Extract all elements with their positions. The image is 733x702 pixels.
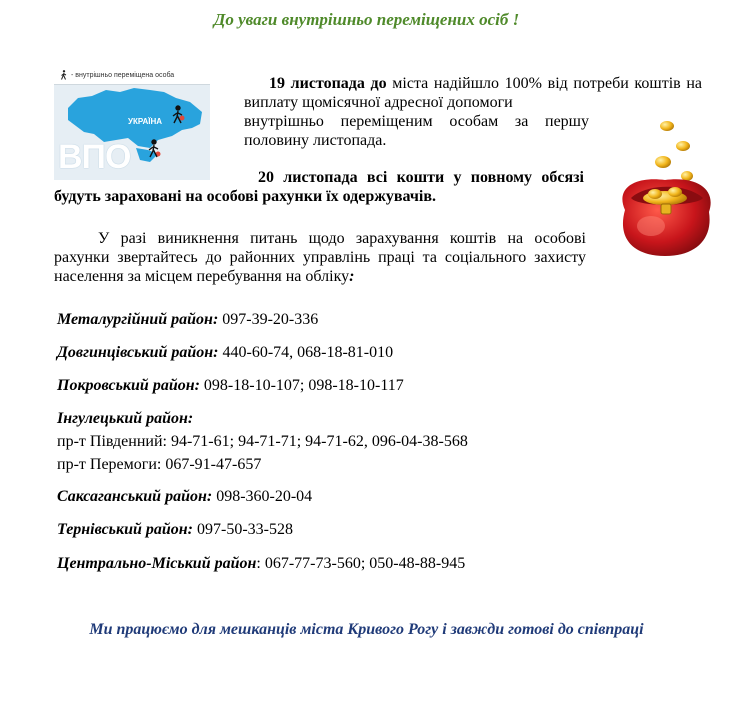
page-title: До уваги внутрішньо переміщених осіб !	[213, 10, 520, 29]
intro-paragraph-3	[54, 229, 586, 286]
vpo-caption-text: - внутрішньо переміщена особа	[71, 72, 175, 79]
district-dovhyntsivskyi	[57, 343, 393, 362]
district-phones: пр-т Південний: 94-71-61; 94-71-71; 94-71-62, 096-04-38-568	[57, 433, 468, 450]
district-metalurhiinyi	[57, 310, 318, 329]
intro-text-3: У разі виникнення питань щодо зарахування коштів на особові рахунки звертайтесь до районних управлінь праці та соціального захисту населення за місцем перебування на обліку	[54, 230, 586, 285]
footer-text: Ми працюємо для мешканців міста Кривого Рогу і завжди готові до співпраці	[89, 621, 644, 638]
district-name: Центрально-Міський район	[57, 555, 257, 572]
district-inhuletskyi-line-2	[57, 455, 261, 474]
district-phones: 440-60-74, 068-18-81-010	[218, 344, 394, 361]
intro-paragraph-1-cont: внутрішньо переміщеним особам за першу половину листопада.	[244, 113, 589, 149]
vpo-country-label: УКРАЇНА	[128, 117, 163, 126]
district-saksahanskyi	[57, 487, 312, 506]
wallet-coins-icon	[605, 118, 725, 263]
district-inhuletskyi	[57, 409, 193, 428]
vpo-logo: ВПО	[58, 138, 131, 176]
district-pokrovskyi	[57, 376, 404, 395]
intro-paragraph-1	[244, 74, 702, 112]
intro-paragraph-2: 20 листопада всі кошти у повному обсязі будуть зараховані на особові рахунки їх одержувачів.	[54, 169, 584, 205]
district-phones: 098-18-10-107; 098-18-10-117	[199, 377, 404, 394]
district-inhuletskyi-line-1	[57, 432, 468, 451]
district-name: Металургійний район:	[57, 311, 219, 328]
district-phones: пр-т Перемоги: 067-91-47-657	[57, 456, 262, 473]
intro-text-1: міста надійшло 100% від потреби коштів на виплату щомісячної адресної допомоги	[244, 75, 703, 111]
district-phones: 098-360-20-04	[212, 488, 313, 505]
district-name: Інгулецький район:	[57, 410, 194, 427]
district-tsentralno-miskyi	[57, 554, 465, 573]
district-name: Тернівський район:	[57, 521, 193, 538]
district-phones: 097-50-33-528	[193, 521, 293, 538]
district-name: Покровський район:	[57, 377, 200, 394]
district-name: Саксаганський район:	[57, 488, 213, 505]
vpo-illustration	[54, 68, 210, 180]
district-phones: : 067-77-73-560; 050-48-88-945	[256, 555, 466, 572]
intro-text-3-end: :	[349, 268, 355, 285]
district-name: Довгинцівський район:	[57, 344, 219, 361]
intro-date-1: 19 листопада до	[269, 75, 387, 92]
district-phones: 097-39-20-336	[218, 311, 319, 328]
district-ternivskyi	[57, 520, 293, 539]
